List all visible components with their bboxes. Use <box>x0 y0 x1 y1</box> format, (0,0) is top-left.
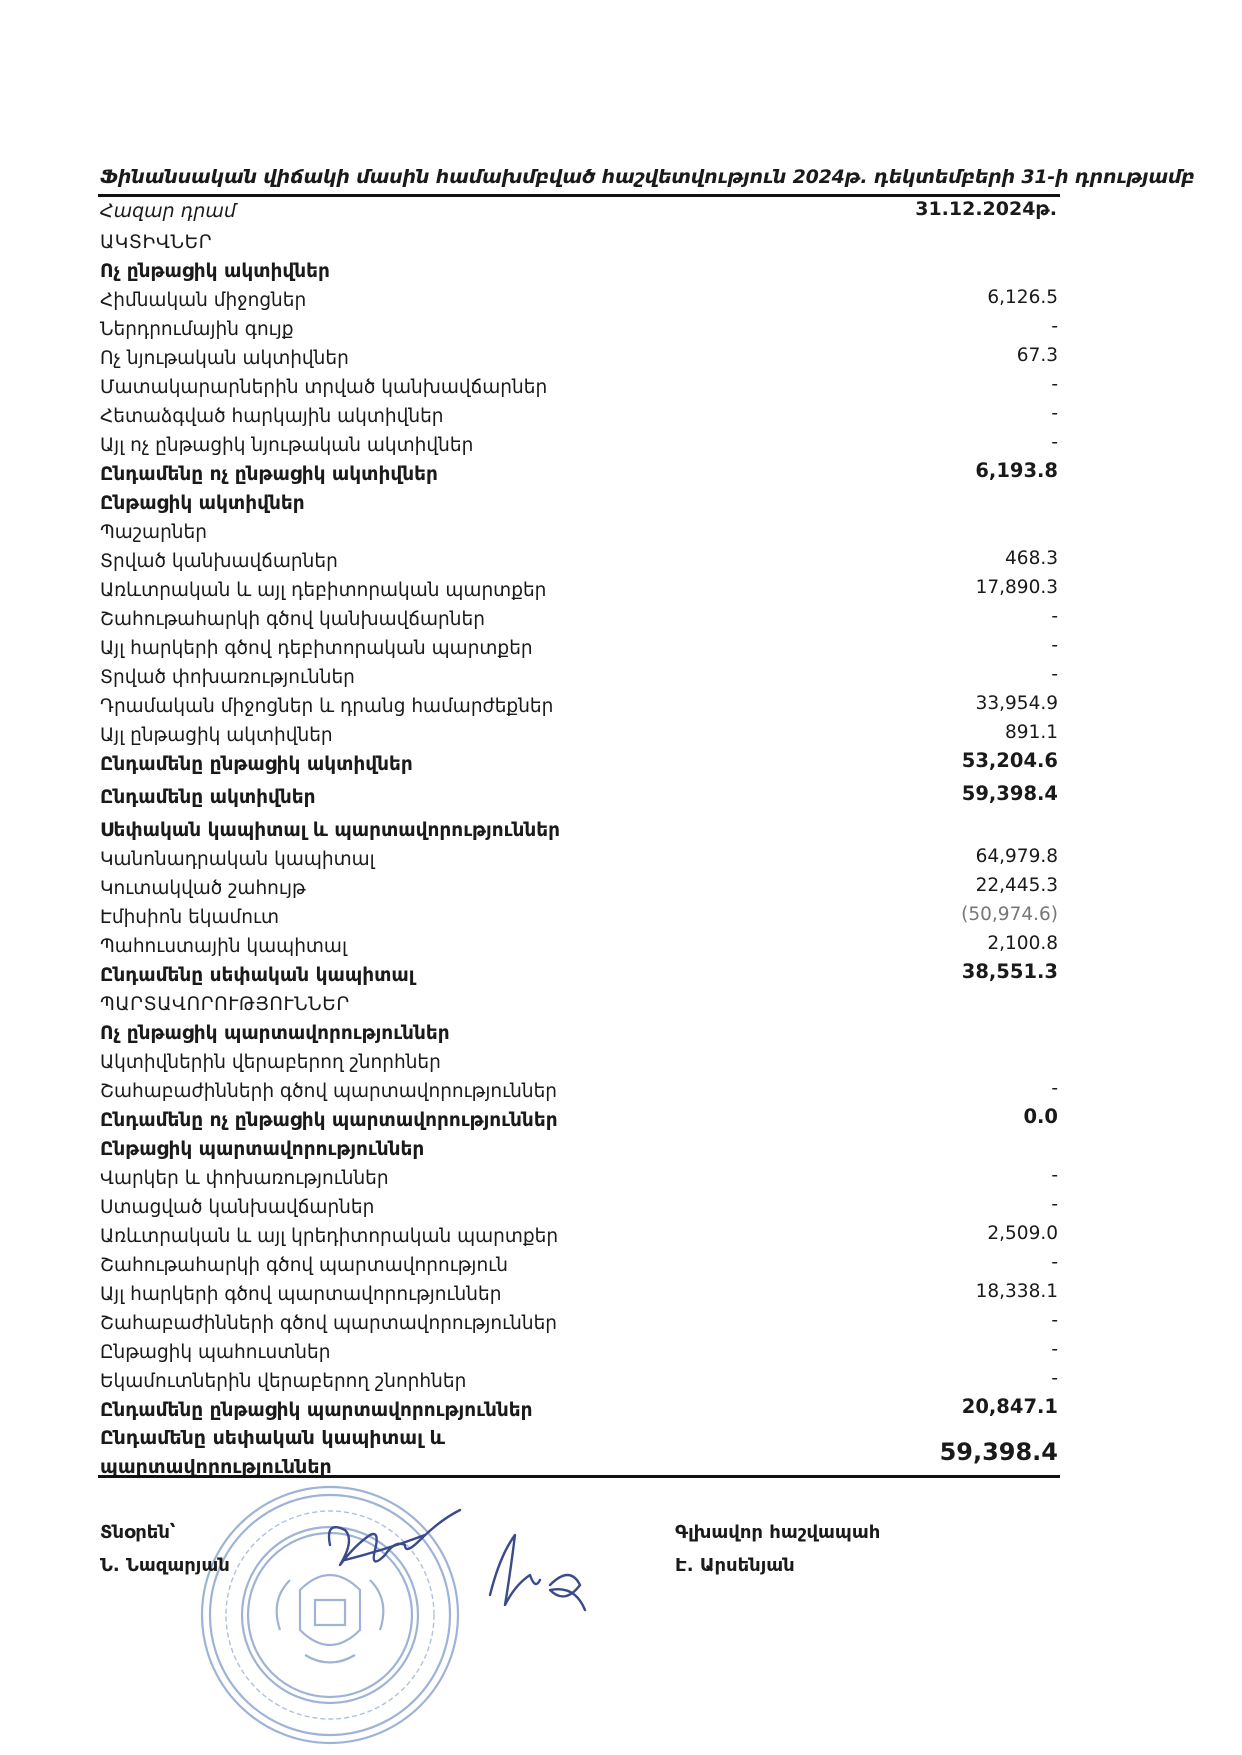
row-label: Էմիսիոն եկամուտ <box>100 907 280 928</box>
statement-row <box>100 344 1058 373</box>
statement-row <box>100 1048 1058 1077</box>
statement-row <box>100 1309 1058 1338</box>
statement-row <box>100 402 1058 431</box>
row-label: Կանոնադրական կապիտալ <box>100 849 375 870</box>
statement-row <box>100 1077 1058 1106</box>
row-value: 67.3 <box>1016 345 1058 366</box>
row-value: 891.1 <box>1005 722 1058 743</box>
statement-row <box>100 874 1058 903</box>
signature-icon <box>270 1485 610 1625</box>
row-label: Պահուստային կապիտալ <box>100 936 347 957</box>
statement-row <box>100 1019 1058 1048</box>
row-label: Այլ հարկերի գծով պարտավորություններ <box>100 1284 502 1305</box>
statement-row <box>100 845 1058 874</box>
statement-row <box>100 903 1058 932</box>
row-label: Այլ ընթացիկ ակտիվներ <box>100 725 333 746</box>
row-value: - <box>1051 1310 1058 1331</box>
statement-row <box>100 663 1058 692</box>
chief-accountant-name: Է. Արսենյան <box>675 1555 795 1576</box>
row-label: Սեփական կապիտալ և պարտավորություններ <box>100 820 561 841</box>
statement-row <box>100 1280 1058 1309</box>
statement-row <box>100 1164 1058 1193</box>
director-signature-block <box>100 1516 230 1582</box>
grand-total-rule <box>98 1475 1060 1478</box>
director-name: Ն. Նազարյան <box>100 1555 230 1576</box>
statement-row <box>100 460 1058 489</box>
statement-row <box>100 576 1058 605</box>
statement-row <box>100 750 1058 779</box>
row-label: Ոչ ընթացիկ ակտիվներ <box>100 261 330 282</box>
row-label: Պաշարներ <box>100 522 207 543</box>
row-value: 64,979.8 <box>975 846 1058 867</box>
row-value: 20,847.1 <box>961 1395 1058 1418</box>
row-value: - <box>1051 664 1058 685</box>
row-value: 2,509.0 <box>987 1223 1058 1244</box>
row-label: Ընդամենը ոչ ընթացիկ ակտիվներ <box>100 464 438 485</box>
row-label: Շահաբաժինների գծով պարտավորություններ <box>100 1313 558 1334</box>
row-label: Ակտիվներին վերաբերող շնորհներ <box>100 1052 441 1073</box>
row-value: 0.0 <box>1023 1105 1058 1128</box>
statement-row <box>100 1251 1058 1280</box>
row-label: Ընդամենը ոչ ընթացիկ պարտավորություններ <box>100 1110 558 1131</box>
row-value: - <box>1051 606 1058 627</box>
row-value: 468.3 <box>1005 548 1058 569</box>
row-value: - <box>1051 403 1058 424</box>
statement-row <box>100 1106 1058 1135</box>
row-value: 2,100.8 <box>987 933 1058 954</box>
row-label: Այլ ոչ ընթացիկ նյութական ակտիվներ <box>100 435 474 456</box>
row-label: Շահութահարկի գծով կանխավճարներ <box>100 609 485 630</box>
row-value: 18,338.1 <box>975 1281 1058 1302</box>
statement-row <box>100 315 1058 344</box>
row-value: - <box>1051 635 1058 656</box>
row-label: Հիմնական միջոցներ <box>100 290 307 311</box>
row-label: Հետաձգված հարկային ակտիվներ <box>100 406 444 427</box>
statement-row <box>100 431 1058 460</box>
row-label: Ընդամենը ընթացիկ պարտավորություններ <box>100 1400 533 1421</box>
statement-row <box>100 518 1058 547</box>
row-label: Դրամական միջոցներ և դրանց համարժեքներ <box>100 696 554 717</box>
row-value: - <box>1051 1368 1058 1389</box>
row-value: 53,204.6 <box>961 749 1058 772</box>
row-value: 38,551.3 <box>961 960 1058 983</box>
statement-row <box>100 1135 1058 1164</box>
row-label: Ընթացիկ ակտիվներ <box>100 493 305 514</box>
row-label: Առևտրական և այլ կրեդիտորական պարտքեր <box>100 1226 559 1247</box>
statement-row <box>100 634 1058 663</box>
row-value: - <box>1051 374 1058 395</box>
row-label: Ստացված կանխավճարներ <box>100 1197 375 1218</box>
row-label: Մատակարարներին տրված կանխավճարներ <box>100 377 548 398</box>
statement-row <box>100 1193 1058 1222</box>
statement-row <box>100 489 1058 518</box>
row-label: ԱԿՏԻՎՆԵՐ <box>100 232 213 253</box>
statement-row <box>100 1367 1058 1396</box>
chief-accountant-signature-block <box>675 1516 880 1582</box>
row-label: ՊԱՐՏԱՎՈՐՈՒԹՅՈՒՆՆԵՐ <box>100 994 350 1015</box>
statement-row <box>100 1396 1058 1425</box>
statement-row <box>100 932 1058 961</box>
row-label: Ներդրումային գույք <box>100 319 294 340</box>
unit-label: Հազար դրամ <box>100 200 236 222</box>
statement-row <box>100 547 1058 576</box>
row-value: - <box>1051 432 1058 453</box>
statement-rows <box>100 228 1058 1425</box>
statement-row <box>100 990 1058 1019</box>
row-label: Շահութահարկի գծով պարտավորություն <box>100 1255 508 1276</box>
statement-row <box>100 228 1058 257</box>
grand-total-label: Ընդամենը սեփական կապիտալ և պարտավորություններ <box>100 1427 446 1478</box>
row-value: 6,126.5 <box>987 287 1058 308</box>
row-value: - <box>1051 1194 1058 1215</box>
title-underline <box>98 194 1060 197</box>
statement-row <box>100 692 1058 721</box>
row-label: Ընթացիկ պարտավորություններ <box>100 1139 425 1160</box>
row-label: Ընդամենը սեփական կապիտալ <box>100 965 415 986</box>
row-label: Եկամուտներին վերաբերող շնորհներ <box>100 1371 467 1392</box>
statement-row <box>100 961 1058 990</box>
grand-total-value: 59,398.4 <box>939 1438 1058 1466</box>
grand-total-row <box>100 1424 1058 1476</box>
report-date: 31.12.2024թ. <box>915 198 1057 220</box>
statement-row <box>100 1222 1058 1251</box>
document-title: Ֆինանսական վիճակի մասին համախմբված հաշվետվություն 2024թ. դեկտեմբերի 31-ի դրությամբ <box>100 166 1195 188</box>
row-label: Տրված կանխավճարներ <box>100 551 338 572</box>
row-label: Վարկեր և փոխառություններ <box>100 1168 389 1189</box>
statement-row <box>100 1338 1058 1367</box>
row-value: (50,974.6) <box>961 904 1058 925</box>
row-label: Ընդամենը ընթացիկ ակտիվներ <box>100 754 413 775</box>
statement-row <box>100 721 1058 750</box>
row-value: 17,890.3 <box>975 577 1058 598</box>
row-label: Շահաբաժինների գծով պարտավորություններ <box>100 1081 558 1102</box>
director-title: Տնօրեն՝ <box>100 1522 176 1543</box>
row-value: - <box>1051 1165 1058 1186</box>
chief-accountant-title: Գլխավոր հաշվապահ <box>675 1522 881 1543</box>
row-value: 59,398.4 <box>961 782 1058 805</box>
row-value: - <box>1051 1252 1058 1273</box>
statement-row <box>100 812 1058 845</box>
row-label: Ոչ ընթացիկ պարտավորություններ <box>100 1023 450 1044</box>
statement-row <box>100 779 1058 812</box>
row-label: Այլ հարկերի գծով դեբիտորական պարտքեր <box>100 638 533 659</box>
statement-row <box>100 286 1058 315</box>
row-value: 22,445.3 <box>975 875 1058 896</box>
row-label: Ոչ նյութական ակտիվներ <box>100 348 349 369</box>
row-label: Կուտակված շահույթ <box>100 878 306 899</box>
row-value: 6,193.8 <box>975 459 1058 482</box>
row-value: - <box>1051 1339 1058 1360</box>
row-label: Ընդամենը ակտիվներ <box>100 787 316 808</box>
row-value: - <box>1051 316 1058 337</box>
row-label: Ընթացիկ պահուստներ <box>100 1342 331 1363</box>
row-label: Առևտրական և այլ դեբիտորական պարտքեր <box>100 580 547 601</box>
statement-row <box>100 257 1058 286</box>
row-value: 33,954.9 <box>975 693 1058 714</box>
row-value: - <box>1051 1078 1058 1099</box>
statement-row <box>100 605 1058 634</box>
statement-row <box>100 373 1058 402</box>
row-label: Տրված փոխառություններ <box>100 667 355 688</box>
